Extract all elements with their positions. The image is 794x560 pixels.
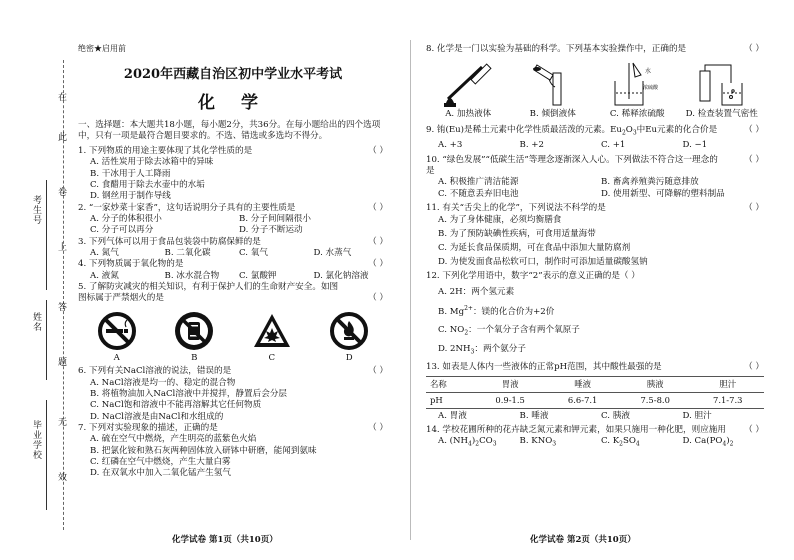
table-cell: 6.6-7.1 — [546, 392, 619, 408]
question-list-page2 — [426, 44, 764, 449]
table-cell: 唾液 — [546, 376, 619, 392]
question-9 — [426, 125, 764, 138]
question-5 — [78, 282, 388, 305]
option — [426, 340, 764, 359]
sign-labels — [78, 353, 388, 364]
option: B. 把氯化铵和熟石灰两种固体放入研钵中研磨，能闻到氨味 — [90, 445, 317, 456]
option: B. 为了预防缺碘性疾病，可食用适量海带 — [438, 229, 596, 240]
option-part: C. NO — [438, 325, 465, 336]
option: D. 氯化钠溶液 — [313, 270, 369, 281]
table-row — [426, 392, 764, 408]
option: C. +1 — [601, 140, 626, 151]
option: D. 钢丝用于制作导线 — [90, 191, 171, 202]
bind-char: 此 — [58, 133, 68, 143]
option: B. 倾倒液体 — [529, 109, 576, 120]
stem-sub: 3 — [632, 129, 637, 137]
option: C. NaCl饱和溶液中不能再溶解其它任何物质 — [90, 400, 262, 411]
option: C. 胰液 — [601, 410, 630, 421]
option-part: ：镁的化合价为+2价 — [472, 306, 555, 317]
option: B. 将植物油加入NaCl溶液中并搅拌，静置后会分层 — [90, 388, 288, 399]
table-cell: 7.5-8.0 — [619, 392, 692, 408]
question-10 — [426, 155, 764, 178]
bind-char: 无 — [58, 418, 68, 428]
table-cell: 名称 — [426, 376, 474, 392]
name-label: 姓名 — [31, 312, 41, 332]
pic-text-acid: 浓硫酸 — [643, 85, 659, 92]
option: D. 分子不断运动 — [239, 225, 303, 236]
option: A. +3 — [438, 140, 463, 151]
option-sub: 4 — [468, 441, 472, 449]
option-sub: 3 — [552, 441, 557, 449]
binding-margin — [0, 0, 72, 560]
no-flammables-icon — [174, 311, 214, 351]
answer-paren: （ ） — [744, 362, 764, 373]
answer-paren: （ ） — [368, 293, 388, 304]
option-sub: 2 — [619, 441, 623, 449]
answer-paren: （ ） — [744, 425, 764, 436]
page-footer: 化学试卷 第2页（共10页） — [530, 534, 636, 545]
question-stem: 1. 下列物质的用途主要体现了其化学性质的是 — [78, 146, 253, 156]
option-part: A. (NH — [438, 436, 469, 447]
diluting-acid-icon — [607, 59, 667, 109]
option-row — [426, 411, 764, 422]
bind-char: 效 — [58, 473, 68, 483]
no-fire-icon — [329, 311, 369, 351]
question-stem: 3. 下列气体可以用于食品包装袋中防腐保鲜的是 — [78, 236, 261, 247]
table-cell: 胆汁 — [691, 376, 764, 392]
option-row — [426, 189, 764, 200]
option: D. 检查装置气密性 — [685, 109, 758, 120]
option: A. 积极推广清洁能源 — [438, 177, 519, 188]
option — [426, 321, 764, 340]
option: D. 水蒸气 — [313, 248, 352, 259]
option: A. 活性炭用于除去冰箱中的异味 — [90, 157, 214, 168]
table-header-row — [426, 376, 764, 392]
option: C. 不随意丢弃旧电池 — [438, 188, 519, 199]
question-stem — [426, 125, 717, 135]
question-stem: 14. 学校花圃所种的花卉缺乏氮元素和钾元素，如果只施用一种化肥，则应施用 — [426, 425, 726, 436]
bind-char: 在 — [58, 93, 68, 103]
option-row — [426, 436, 764, 449]
option: A. 胃液 — [438, 410, 467, 421]
page-2 — [420, 0, 770, 560]
option: A. 液氮 — [90, 270, 119, 281]
question-stem: 5. 了解防灾减灾的相关知识，有利于保护人们的生命财产安全。如图图标属于严禁烟火的是 — [78, 282, 339, 304]
question-2 — [78, 203, 388, 214]
option: D. 胆汁 — [682, 410, 712, 421]
answer-paren: （ ） — [368, 422, 388, 433]
option-sup: 2+ — [464, 304, 473, 312]
exam-number-label: 考生号 — [31, 195, 41, 225]
option-row — [78, 271, 388, 282]
lab-operation-pictures — [426, 59, 764, 109]
answer-paren: （ ） — [744, 124, 764, 135]
school-label: 毕业学校 — [31, 420, 41, 460]
option-part: ：两个氨分子 — [474, 344, 526, 355]
option-part: ：一个氧分子含有两个氧原子 — [468, 325, 580, 336]
option: C. 为延长食品保质期，可在食品中添加大量防腐剂 — [438, 242, 631, 253]
option-sub: 2 — [464, 330, 469, 338]
heating-liquid-icon — [438, 59, 498, 109]
table-cell: 0.9-1.5 — [474, 392, 547, 408]
option: A. 分子的体积很小 — [90, 214, 162, 225]
question-8 — [426, 44, 764, 55]
pic-labels — [426, 109, 764, 120]
option: B. 唾液 — [519, 410, 549, 421]
answer-paren: （ ） — [744, 154, 764, 165]
sign-label: A — [113, 352, 120, 363]
option — [438, 436, 520, 449]
option-sub: 4 — [722, 441, 727, 449]
ph-table — [426, 376, 764, 409]
option-part: ) — [726, 436, 730, 447]
bind-char: 答 — [58, 303, 68, 313]
option: A. 加热液体 — [445, 109, 492, 120]
option — [601, 436, 683, 449]
option-part: B. KNO — [519, 436, 553, 447]
option: D. −1 — [682, 140, 708, 151]
question-11 — [426, 203, 764, 214]
option: C. 红磷在空气中燃烧，产生大量白雾 — [90, 456, 231, 467]
question-stem: 2. “一家炒菜十家香”，这句话说明分子具有的主要性质是 — [78, 202, 296, 213]
option: A. 硫在空气中燃烧，产生明亮的蓝紫色火焰 — [90, 434, 257, 445]
secret-mark: 绝密★启用前 — [78, 44, 126, 53]
option-sub: 3 — [470, 349, 475, 357]
table-cell: 胰液 — [619, 376, 692, 392]
option-part: ) — [471, 436, 476, 447]
option-row — [78, 248, 388, 259]
answer-paren: （ ） — [368, 202, 388, 213]
question-12 — [426, 271, 764, 282]
option: A. 氮气 — [90, 248, 119, 259]
question-4 — [78, 259, 388, 270]
section-heading: 一、选择题：本大题共18小题，每小题2分，共36分。在每小题给出的四个选项中，只有一项是最符合题目要求的。不选、错选或多选均不得分。 — [78, 120, 381, 142]
answer-paren: （ ） — [368, 366, 388, 377]
answer-paren: （ ） — [744, 203, 764, 214]
table-cell: 胃液 — [474, 376, 547, 392]
answer-paren: （ ） — [368, 236, 388, 247]
option-sub: 3 — [492, 441, 497, 449]
question-stem: 11. 有关“舌尖上的化学”，下列说法不科学的是 — [426, 203, 606, 214]
option-row — [426, 177, 764, 188]
option — [426, 302, 764, 322]
answer-paren: （ ） — [744, 44, 764, 54]
airtightness-check-icon — [692, 59, 752, 109]
option: B. +2 — [519, 140, 544, 151]
option-part: SO — [622, 436, 636, 447]
section-instructions — [78, 120, 388, 143]
answer-paren: （ ） — [368, 259, 388, 270]
subject-title: 化 学 — [198, 93, 268, 113]
option-sub: 4 — [635, 441, 640, 449]
option-part: D. 2NH — [438, 344, 471, 355]
option-sub: 2 — [475, 441, 480, 449]
option: B. 畜禽养殖粪污随意排放 — [601, 177, 699, 188]
option: B. 干冰用于人工降雨 — [90, 168, 171, 179]
stem-part: 9. 铕(Eu)是稀土元素中化学性质最活泼的元素。Eu — [426, 124, 622, 135]
pouring-liquid-icon — [523, 59, 583, 109]
question-stem: 7. 下列对实验现象的描述，正确的是 — [78, 422, 218, 433]
option: C. 氯酸钾 — [239, 270, 277, 281]
question-7 — [78, 423, 388, 434]
option: C. 氧气 — [239, 248, 268, 259]
option: C. 分子可以再分 — [90, 225, 154, 236]
question-14 — [426, 425, 764, 436]
option: A. 为了身体健康，必须均衡膳食 — [438, 215, 562, 226]
question-6 — [78, 366, 388, 377]
option-row — [426, 140, 764, 151]
question-stem: 12. 下列化学用语中，数字“2”表示的意义正确的是（ ） — [426, 271, 640, 282]
option-row — [78, 214, 388, 225]
explosive-warning-icon — [252, 311, 292, 351]
bind-char: 卷 — [58, 188, 68, 198]
question-3 — [78, 237, 388, 248]
sign-label: C — [268, 352, 276, 363]
question-stem: 6. 下列有关NaCl溶液的说法，错误的是 — [78, 366, 232, 377]
option — [520, 436, 602, 449]
option: D. 在双氧水中加入二氧化锰产生氢气 — [90, 468, 231, 479]
option: B. 二氧化碳 — [164, 248, 211, 259]
safety-signs — [78, 311, 388, 351]
page-footer: 化学试卷 第1页（共10页） — [172, 534, 278, 545]
stem-part: 中Eu元素的化合价是 — [636, 124, 718, 135]
table-cell: pH — [426, 392, 474, 408]
option: B. 分子间间隔很小 — [239, 214, 311, 225]
question-stem: 8. 化学是一门以实验为基础的科学。下列基本实验操作中，正确的是 — [426, 44, 687, 54]
pic-text-water: 水 — [645, 68, 652, 76]
exam-number-line — [46, 180, 47, 290]
option: D. 使用新型、可降解的塑料制品 — [601, 188, 725, 199]
question-13 — [426, 362, 764, 373]
question-stem: 10. “绿色发展”“低碳生活”等理念逐渐深入人心。下列做法不符合这一理念的是 — [426, 154, 718, 176]
option: A. 2H：两个氢元素 — [438, 286, 515, 297]
option: D. NaCl溶液是由NaCl和水组成的 — [90, 411, 224, 422]
option-part: C. K — [601, 436, 620, 447]
name-line — [46, 300, 47, 380]
stem-sub: 2 — [621, 129, 626, 137]
page-1 — [72, 0, 394, 560]
bind-char: 上 — [58, 243, 68, 253]
option: C. 食醋用于除去水壶中的水垢 — [90, 180, 205, 191]
page-divider — [410, 40, 411, 540]
sign-label: D — [345, 352, 353, 363]
question-1 — [78, 146, 388, 157]
answer-paren: （ ） — [368, 146, 388, 156]
option: D. 为使发面食品松软可口，制作时可添加适量碳酸氢钠 — [438, 256, 648, 267]
question-stem: 13. 如表是人体内一些液体的正常pH范围，其中酸性最强的是 — [426, 362, 662, 373]
option-row — [78, 225, 388, 236]
option-part: CO — [479, 436, 493, 447]
table-cell: 7.1-7.3 — [691, 392, 764, 408]
question-stem: 4. 下列物质属于氧化物的是 — [78, 259, 184, 270]
option: A. NaCl溶液是均一的、稳定的混合物 — [90, 377, 236, 388]
stem-part: O — [625, 124, 633, 135]
option-part: B. Mg — [438, 306, 465, 317]
bind-char: 题 — [58, 358, 68, 368]
option-sub: 2 — [729, 441, 734, 449]
option: C. 稀释浓硫酸 — [609, 109, 665, 120]
no-smoking-icon — [97, 311, 137, 351]
option-part: D. Ca(PO — [682, 436, 723, 447]
school-line — [46, 400, 47, 510]
exam-title: 2020年西藏自治区初中学业水平考试 — [123, 67, 343, 82]
option — [683, 436, 765, 449]
sign-label: B — [191, 352, 198, 363]
question-list-page1 — [78, 146, 388, 480]
option: B. 冰水混合物 — [164, 270, 220, 281]
